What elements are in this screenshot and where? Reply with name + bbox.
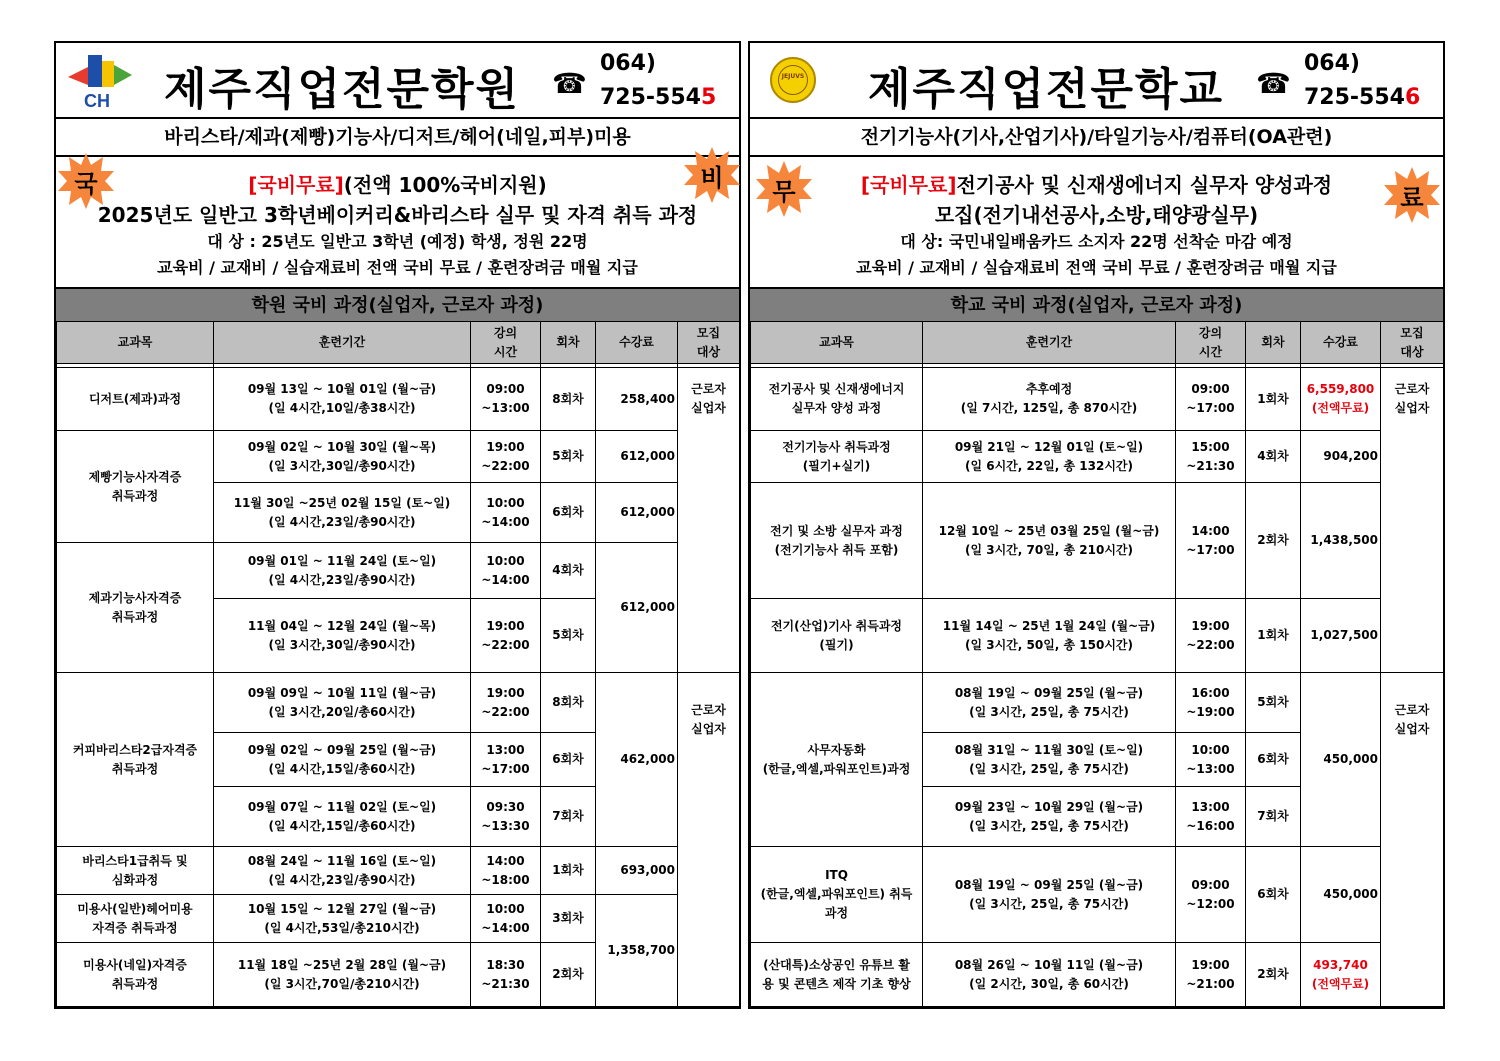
round: 1회차	[541, 847, 596, 895]
time: 19:00 ~21:00	[1176, 943, 1246, 1007]
course-name: 사무자동화 (한글,엑셀,파워포인트)과정	[751, 673, 923, 847]
round: 7회차	[541, 787, 596, 847]
fee: 693,000	[596, 847, 678, 895]
promo-benefits: 교육비 / 교재비 / 실습재료비 전액 국비 무료 / 훈련장려금 매월 지급	[157, 258, 638, 277]
school-logo	[770, 57, 816, 103]
time: 09:00 ~17:00	[1176, 368, 1246, 431]
period: 09월 09일 ~ 10월 11일 (월~금) (일 3시간,20일/총60시간)	[214, 673, 471, 733]
course-name: 전기공사 및 신재생에너지 실무자 양성 과정	[751, 368, 923, 431]
course-name: 디저트(제과)과정	[57, 368, 214, 431]
round: 6회차	[1246, 847, 1301, 943]
header-round: 회차	[1246, 322, 1301, 364]
badge-burst-right	[682, 145, 742, 205]
time: 13:00 ~17:00	[471, 733, 541, 787]
round: 2회차	[1246, 943, 1301, 1007]
time: 19:00 ~22:00	[471, 599, 541, 673]
course-name: 전기 및 소방 실무자 과정 (전기기능사 취득 포함)	[751, 483, 923, 599]
period: 09월 07일 ~ 11월 02일 (토~일) (일 4시간,15일/총60시간)	[214, 787, 471, 847]
badge-burst-right	[1382, 165, 1442, 225]
fee: 1,358,700	[596, 895, 678, 1007]
fee: 6,559,800 (전액무료)	[1301, 368, 1381, 431]
school-panel	[748, 41, 1445, 1009]
time: 19:00 ~22:00	[471, 673, 541, 733]
badge-text: 무	[772, 177, 796, 206]
target: 근로자 실업자	[678, 673, 740, 1007]
course-name: ITQ (한글,엑셀,파워포인트) 취득 과정	[751, 847, 923, 943]
target: 근로자 실업자	[1381, 673, 1444, 1007]
course-name: (산대특)소상공인 유튜브 활 용 및 콘텐츠 제작 기초 향상	[751, 943, 923, 1007]
time: 10:00 ~14:00	[471, 895, 541, 943]
fee: 462,000	[596, 673, 678, 847]
table-row	[751, 673, 1444, 733]
school-promo	[750, 157, 1443, 287]
table-row	[751, 599, 1444, 673]
school-header	[750, 43, 1443, 119]
phone-icon: ☎	[552, 67, 587, 100]
table-row	[751, 943, 1444, 1007]
academy-subtitle: 바리스타/제과(제빵)기능사/디저트/헤어(네일,피부)미용	[56, 119, 739, 157]
school-course-table	[750, 321, 1444, 1007]
course-name: 제과기능사자격증 취득과정	[57, 543, 214, 673]
course-name: 미용사(일반)헤어미용 자격증 취득과정	[57, 895, 214, 943]
fee: 450,000	[1301, 673, 1381, 847]
table-row	[751, 483, 1444, 599]
phone-area: 064)	[1304, 51, 1360, 76]
promo-target: 대 상: 국민내일배움카드 소지자 22명 선착순 마감 예정	[900, 232, 1293, 251]
table-row	[751, 431, 1444, 483]
period: 09월 13일 ~ 10월 01일 (월~금) (일 4시간,10일/총38시간)	[214, 368, 471, 431]
badge-burst-left	[754, 159, 814, 219]
round: 5회차	[1246, 673, 1301, 733]
period: 추후예정 (일 7시간, 125일, 총 870시간)	[923, 368, 1176, 431]
period: 09월 02일 ~ 09월 25일 (월~금) (일 4시간,15일/총60시간)	[214, 733, 471, 787]
period: 08월 19일 ~ 09월 25일 (월~금) (일 3시간, 25일, 총 75시간)	[923, 847, 1176, 943]
table-row	[751, 368, 1444, 431]
table-row	[57, 368, 740, 431]
period: 11월 30일 ~25년 02월 15일 (토~일) (일 4시간,23일/총90시간)	[214, 483, 471, 543]
period: 09월 21일 ~ 12월 01일 (토~일) (일 6시간, 22일, 총 132시간)	[923, 431, 1176, 483]
round: 5회차	[541, 599, 596, 673]
period: 12월 10일 ~ 25년 03월 25일 (월~금) (일 3시간, 70일, 총 210시간)	[923, 483, 1176, 599]
table-row	[57, 673, 740, 733]
time: 10:00 ~13:00	[1176, 733, 1246, 787]
time: 19:00 ~22:00	[1176, 599, 1246, 673]
table-row	[57, 847, 740, 895]
round: 8회차	[541, 368, 596, 431]
school-subtitle: 전기기능사(기사,산업기사)/타일기능사/컴퓨터(OA관련)	[750, 119, 1443, 157]
course-name: 전기(산업)기사 취득과정 (필기)	[751, 599, 923, 673]
phone-last-digit: 5	[700, 85, 717, 110]
header-fee: 수강료	[596, 322, 678, 364]
time: 09:30 ~13:30	[471, 787, 541, 847]
promo-tag: [국비무료]	[860, 173, 957, 197]
header-time: 강의 시간	[1176, 322, 1246, 364]
fee: 1,438,500	[1301, 483, 1381, 599]
round: 5회차	[541, 431, 596, 483]
round: 8회차	[541, 673, 596, 733]
period: 08월 26일 ~ 10월 11일 (월~금) (일 2시간, 30일, 총 60시간)	[923, 943, 1176, 1007]
academy-promo	[56, 157, 739, 287]
header-period: 훈련기간	[214, 322, 471, 364]
period: 09월 02일 ~ 10월 30일 (월~목) (일 3시간,30일/총90시간)	[214, 431, 471, 483]
round: 3회차	[541, 895, 596, 943]
round: 4회차	[1246, 431, 1301, 483]
round: 6회차	[541, 733, 596, 787]
header-course: 교과목	[57, 322, 214, 364]
table-header-row	[57, 322, 740, 364]
course-name: 바리스타1급취득 및 심화과정	[57, 847, 214, 895]
round: 1회차	[1246, 368, 1301, 431]
badge-text: 비	[700, 163, 724, 192]
promo-benefits: 교육비 / 교재비 / 실습재료비 전액 국비 무료 / 훈련장려금 매월 지급	[856, 258, 1337, 277]
round: 4회차	[541, 543, 596, 599]
time: 09:00 ~12:00	[1176, 847, 1246, 943]
time: 09:00 ~13:00	[471, 368, 541, 431]
fee: 493,740 (전액무료)	[1301, 943, 1381, 1007]
table-row	[57, 895, 740, 943]
period: 08월 19일 ~ 09월 25일 (월~금) (일 3시간, 25일, 총 75시간)	[923, 673, 1176, 733]
school-title: 제주직업전문학교	[868, 64, 1225, 115]
period: 11월 14일 ~ 25년 1월 24일 (월~금) (일 3시간, 50일, 총 150시간)	[923, 599, 1176, 673]
promo-line2: 모집(전기내선공사,소방,태양광실무)	[934, 203, 1259, 227]
course-name: 제빵기능사자격증 취득과정	[57, 431, 214, 543]
period: 08월 24일 ~ 11월 16일 (토~일) (일 4시간,23일/총90시간)	[214, 847, 471, 895]
promo-line2: 2025년도 일반고 3학년베이커리&바리스타 실무 및 자격 취득 과정	[97, 203, 698, 227]
academy-title: 제주직업전문학원	[164, 64, 521, 115]
fee: 258,400	[596, 368, 678, 431]
phone-main: 725-554	[1304, 85, 1405, 110]
table-header-row	[751, 322, 1444, 364]
academy-phone	[600, 47, 716, 115]
header-target: 모집 대상	[1381, 322, 1444, 364]
period: 10월 15일 ~ 12월 27일 (월~금) (일 4시간,53일/총210시간)	[214, 895, 471, 943]
header-time: 강의 시간	[471, 322, 541, 364]
round: 7회차	[1246, 787, 1301, 847]
phone-last-digit: 6	[1404, 85, 1421, 110]
badge-text: 국	[74, 169, 98, 198]
round: 2회차	[1246, 483, 1301, 599]
phone-icon: ☎	[1256, 67, 1291, 100]
fee: 612,000	[596, 543, 678, 673]
fee: 612,000	[596, 483, 678, 543]
badge-text: 료	[1400, 183, 1424, 212]
round: 6회차	[541, 483, 596, 543]
round: 1회차	[1246, 599, 1301, 673]
table-row	[57, 431, 740, 483]
header-fee: 수강료	[1301, 322, 1381, 364]
period: 08월 31일 ~ 11월 30일 (토~일) (일 3시간, 25일, 총 75시간)	[923, 733, 1176, 787]
header-target: 모집 대상	[678, 322, 740, 364]
course-name: 커피바리스타2급자격증 취득과정	[57, 673, 214, 847]
time: 14:00 ~18:00	[471, 847, 541, 895]
badge-burst-left	[56, 151, 116, 211]
academy-course-table	[56, 321, 740, 1007]
fee: 904,200	[1301, 431, 1381, 483]
period: 09월 23일 ~ 10월 29일 (월~금) (일 3시간, 25일, 총 75시간)	[923, 787, 1176, 847]
academy-section-band: 학원 국비 과정(실업자, 근로자 과정)	[56, 287, 739, 325]
academy-header	[56, 43, 739, 119]
fee: 1,027,500	[1301, 599, 1381, 673]
header-round: 회차	[541, 322, 596, 364]
time: 14:00 ~17:00	[1176, 483, 1246, 599]
time: 10:00 ~14:00	[471, 483, 541, 543]
time: 10:00 ~14:00	[471, 543, 541, 599]
target: 근로자 실업자	[1381, 368, 1444, 673]
round: 2회차	[541, 943, 596, 1007]
header-course: 교과목	[751, 322, 923, 364]
academy-logo	[66, 49, 138, 111]
phone-main: 725-554	[600, 85, 701, 110]
promo-target: 대 상 : 25년도 일반고 3학년 (예정) 학생, 정원 22명	[207, 232, 588, 251]
phone-area: 064)	[600, 51, 656, 76]
school-section-band: 학교 국비 과정(실업자, 근로자 과정)	[750, 287, 1443, 325]
school-phone	[1304, 47, 1420, 115]
header-period: 훈련기간	[923, 322, 1176, 364]
period: 11월 18일 ~25년 2월 28일 (월~금) (일 3시간,70일/총210시간)	[214, 943, 471, 1007]
course-name: 미용사(네일)자격증 취득과정	[57, 943, 214, 1007]
time: 13:00 ~16:00	[1176, 787, 1246, 847]
target: 근로자 실업자	[678, 368, 740, 673]
time: 19:00 ~22:00	[471, 431, 541, 483]
course-name: 전기기능사 취득과정 (필기+실기)	[751, 431, 923, 483]
time: 16:00 ~19:00	[1176, 673, 1246, 733]
academy-logo-text: CH	[84, 91, 110, 111]
table-row	[751, 847, 1444, 943]
fee: 450,000	[1301, 847, 1381, 943]
round: 6회차	[1246, 733, 1301, 787]
time: 18:30 ~21:30	[471, 943, 541, 1007]
table-row	[57, 543, 740, 599]
period: 09월 01일 ~ 11월 24일 (토~일) (일 4시간,23일/총90시간)	[214, 543, 471, 599]
promo-line1: 전기공사 및 신재생에너지 실무자 양성과정	[956, 173, 1333, 197]
promo-tag: [국비무료]	[248, 173, 344, 197]
school-logo-text: JEJUVS	[781, 73, 805, 80]
time: 15:00 ~21:30	[1176, 431, 1246, 483]
academy-panel	[54, 41, 741, 1009]
promo-line1: (전액 100%국비지원)	[343, 173, 547, 197]
period: 11월 04일 ~ 12월 24일 (월~목) (일 3시간,30일/총90시간)	[214, 599, 471, 673]
fee: 612,000	[596, 431, 678, 483]
